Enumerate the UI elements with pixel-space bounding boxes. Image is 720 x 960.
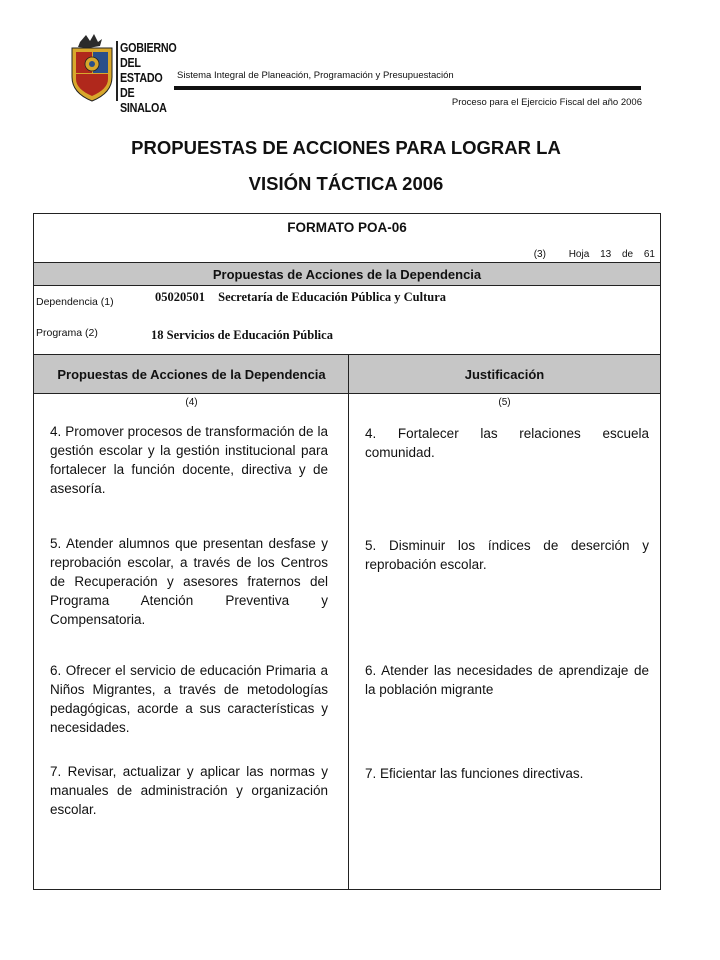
actions-column-header: Propuestas de Acciones de la Dependencia	[57, 366, 326, 382]
section-header: Propuestas de Acciones de la Dependencia	[34, 262, 660, 286]
process-line: Proceso para el Ejercicio Fiscal del año 2006	[451, 97, 642, 108]
dependencia-label: Dependencia (1)	[36, 296, 114, 308]
header-divider	[174, 86, 641, 90]
sheet-ref: (3)	[533, 249, 546, 260]
sheet-total: 61	[643, 249, 655, 260]
action-item: 5. Atender alumnos que presentan desfase y reprobación escolar, a través de los Centros de Recuperación y asesores fraternos del Programa Atención Preventiva y Compensatoria.	[50, 536, 328, 627]
action-item: 6. Ofrecer el servicio de educación Primaria a Niños Migrantes, a través de metodologías pedagógicas, acorde a sus características y necesidades.	[50, 663, 328, 735]
dependencia-code: 05020501	[155, 290, 205, 304]
columns-header	[34, 354, 660, 394]
action-item: 7. Revisar, actualizar y aplicar las normas y manuales de administración y organización escolar.	[50, 764, 328, 817]
dependencia-name: Secretaría de Educación Pública y Cultura	[218, 290, 447, 304]
justification-item: 7. Eficientar las funciones directivas.	[365, 766, 584, 781]
sheet-indicator	[526, 249, 655, 260]
sheet-number: 13	[600, 249, 612, 260]
format-title: FORMATO POA-06	[287, 220, 407, 235]
justification-item: 5. Disminuir los índices de deserción y reprobación escolar.	[365, 538, 649, 572]
justification-column-header: Justificación	[464, 366, 545, 382]
justification-column-number: (5)	[498, 397, 511, 408]
column-divider	[348, 354, 349, 889]
sheet-label: Hoja	[568, 249, 590, 260]
action-item: 4. Promover procesos de transformación de la gestión escolar y la gestión institucional para fortalecer la función docente, directiva y de asesoría.	[50, 424, 328, 496]
logo-wordmark: GOBIERNO DEL ESTADO DE SINALOA	[120, 41, 177, 115]
justification-item: 6. Atender las necesidades de aprendizaje de la población migrante	[365, 663, 649, 697]
sheet-of: de	[621, 249, 634, 260]
system-title: Sistema Integral de Planeación, Programación y Presupuestación	[177, 70, 454, 81]
page-title: PROPUESTAS DE ACCIONES PARA LOGRAR LA VISIÓN TÁCTICA 2006	[131, 137, 561, 194]
format-poa-06-form	[33, 213, 661, 890]
dependencia-value	[155, 290, 446, 305]
justification-item: 4. Fortalecer las relaciones escuela comunidad.	[365, 426, 649, 460]
programa-value: 18 Servicios de Educación Pública	[151, 328, 333, 342]
actions-column-number: (4)	[185, 397, 198, 408]
programa-label: Programa (2)	[36, 327, 98, 339]
